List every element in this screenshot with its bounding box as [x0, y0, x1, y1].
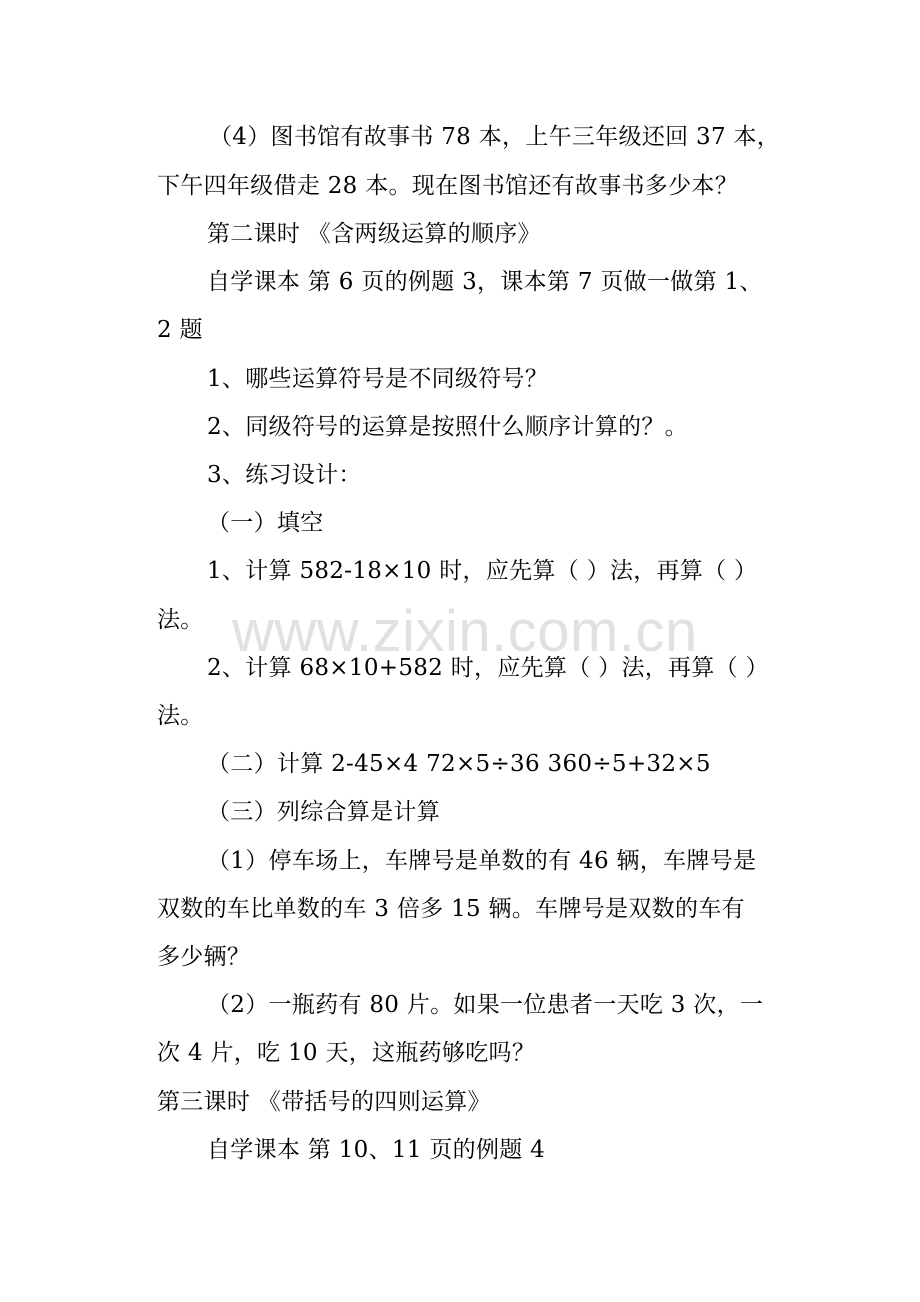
text-line: 多少辆？ [157, 944, 251, 970]
text-line: 法。 [157, 703, 204, 729]
section-heading: 第二课时 《含两级运算的顺序》 [207, 221, 541, 247]
text-line: （一）填空 [207, 510, 324, 536]
text-line: （二）计算 2-45×4 72×5÷36 360÷5+32×5 [207, 751, 711, 777]
text-line: 1、计算 582-18×10 时，应先算（ ）法，再算（ ） [207, 558, 758, 584]
text-line: 2、同级符号的运算是按照什么顺序计算的？。 [207, 414, 688, 440]
text-line: （1）停车场上，车牌号是单数的有 46 辆，车牌号是 [207, 848, 757, 874]
text-line: 1、哪些运算符号是不同级符号？ [207, 366, 549, 392]
section-heading: 第三课时 《带括号的四则运算》 [157, 1089, 491, 1115]
text-line: 2、计算 68×10+582 时，应先算（ ）法，再算（ ） [207, 655, 769, 681]
text-line: 3、练习设计： [207, 462, 362, 488]
text-line: 双数的车比单数的车 3 倍多 15 辆。车牌号是双数的车有 [157, 896, 745, 922]
text-line: 法。 [157, 607, 204, 633]
text-line: 下午四年级借走 28 本。现在图书馆还有故事书多少本？ [157, 173, 738, 199]
text-line: 2 题 [157, 317, 203, 343]
text-line: 次 4 片，吃 10 天，这瓶药够吃吗？ [157, 1040, 536, 1066]
text-line: （三）列综合算是计算 [207, 799, 440, 825]
text-line: （4）图书馆有故事书 78 本，上午三年级还回 37 本， [209, 124, 781, 150]
text-line: （2）一瓶药有 80 片。如果一位患者一天吃 3 次，一 [207, 992, 764, 1018]
watermark: www.zixin.com.cn [232, 599, 698, 664]
text-line: 自学课本 第 10、11 页的例题 4 [207, 1137, 546, 1163]
text-line: 自学课本 第 6 页的例题 3，课本第 7 页做一做第 1、 [207, 269, 763, 295]
